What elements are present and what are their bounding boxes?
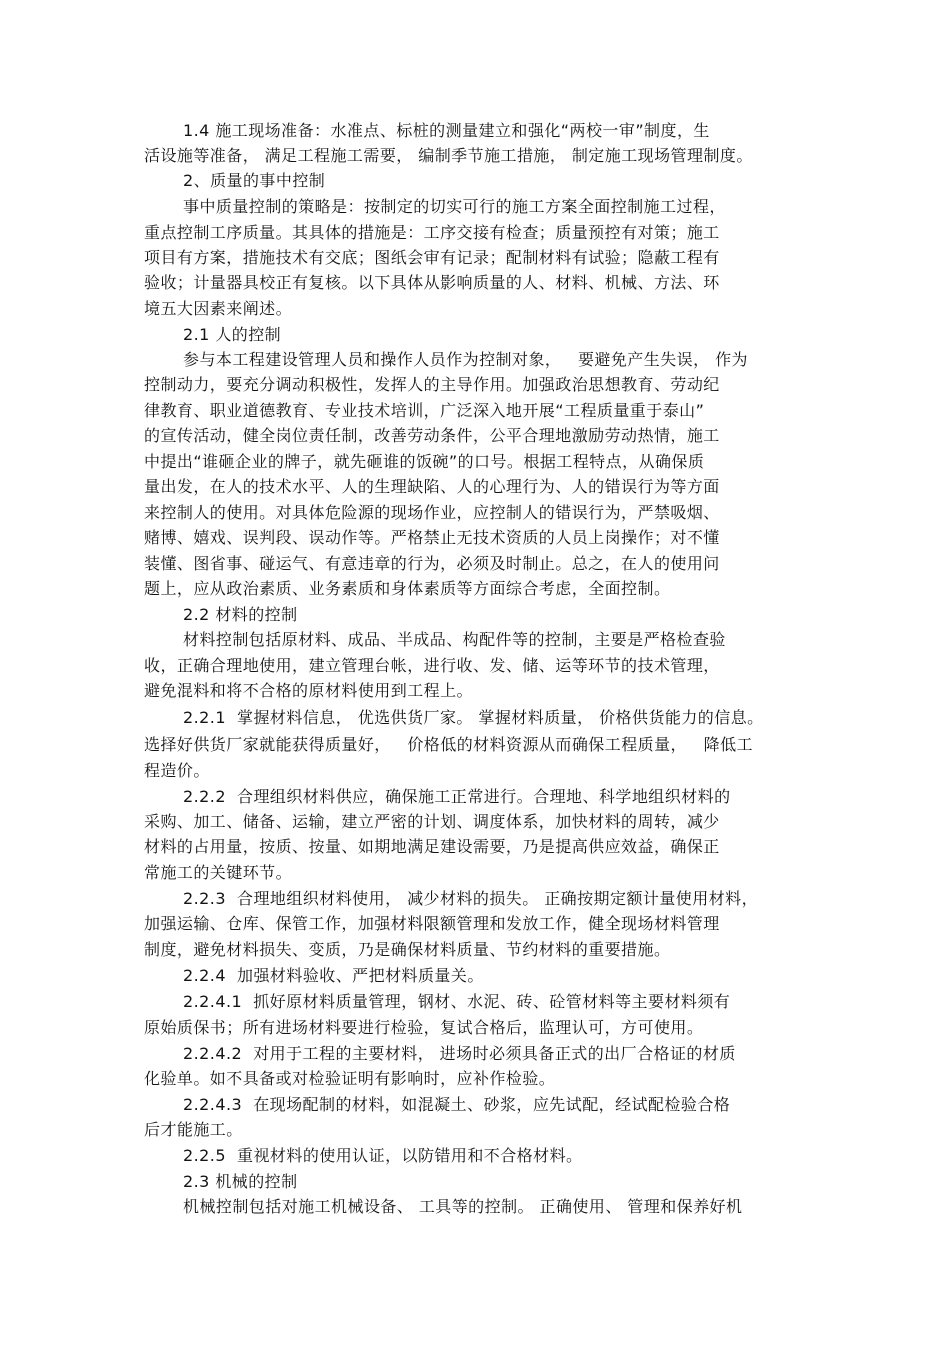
text-line: 2.2.5 重视材料的使用认证，以防错用和不合格材料。 <box>183 1146 583 1165</box>
text-line: 机械控制包括对施工机械设备、 工具等的控制。 正确使用、 管理和保养好机 <box>183 1197 743 1216</box>
text-line: 材料控制包括原材料、成品、半成品、构配件等的控制，主要是严格检查验 <box>183 630 726 649</box>
text-line: 采购、加工、储备、运输，建立严密的计划、调度体系，加快材料的周转，减少 <box>144 812 720 831</box>
text-line: 材料的占用量，按质、按量、如期地满足建设需要，乃是提高供应效益，确保正 <box>144 837 720 856</box>
text-line: 验收；计量器具校正有复核。以下具体从影响质量的人、材料、机械、方法、环 <box>144 273 720 292</box>
text-line: 装懂、图省事、碰运气、有意违章的行为，必须及时制止。总之，在人的使用问 <box>144 554 720 573</box>
text-line: 项目有方案，措施技术有交底；图纸会审有记录；配制材料有试验；隐蔽工程有 <box>144 248 720 267</box>
text-line: 2.2.3 合理地组织材料使用， 减少材料的损失。 正确按期定额计量使用材料， <box>183 889 759 908</box>
text-line: 活设施等准备， 满足工程施工需要， 编制季节施工措施， 制定施工现场管理制度。 <box>144 146 753 165</box>
text-line: 律教育、职业道德教育、专业技术培训，广泛深入地开展“工程质量重于泰山” <box>144 401 705 420</box>
text-line: 中提出“谁砸企业的牌子，就先砸谁的饭碗”的口号。根据工程特点，从确保质 <box>144 452 705 471</box>
text-line: 题上，应从政治素质、业务素质和身体素质等方面综合考虑，全面控制。 <box>144 579 671 598</box>
text-line: 控制动力，要充分调动积极性，发挥人的主导作用。加强政治思想教育、劳动纪 <box>144 375 720 394</box>
text-line: 重点控制工序质量。其具体的措施是：工序交接有检查；质量预控有对策；施工 <box>144 223 720 242</box>
text-line: 1.4 施工现场准备：水准点、标桩的测量建立和强化“两校一审”制度，生 <box>183 121 710 140</box>
text-line: 选择好供货厂家就能获得质量好， 价格低的材料资源从而确保工程质量， 降低工 <box>144 735 753 754</box>
text-line: 2.2.4.2 对用于工程的主要材料， 进场时必须具备正式的出厂合格证的材质 <box>183 1044 736 1063</box>
text-line: 后才能施工。 <box>144 1120 243 1139</box>
text-line: 2.2.1 掌握材料信息， 优选供货厂家。 掌握材料质量， 价格供货能力的信息。 <box>183 708 764 727</box>
text-line: 2.2.2 合理组织材料供应，确保施工正常进行。合理地、科学地组织材料的 <box>183 787 731 806</box>
text-line: 程造价。 <box>144 761 210 780</box>
text-line: 赌博、嬉戏、误判段、误动作等。严格禁止无技术资质的人员上岗操作；对不懂 <box>144 528 720 547</box>
text-line: 2.2.4.3 在现场配制的材料，如混凝土、砂浆，应先试配，经试配检验合格 <box>183 1095 731 1114</box>
text-line: 量出发，在人的技术水平、人的生理缺陷、人的心理行为、人的错误行为等方面 <box>144 477 720 496</box>
section-heading: 2.2 材料的控制 <box>183 605 298 624</box>
text-line: 事中质量控制的策略是：按制定的切实可行的施工方案全面控制施工过程， <box>183 197 726 216</box>
text-line: 原始质保书；所有进场材料要进行检验，复试合格后，监理认可，方可使用。 <box>144 1018 704 1037</box>
text-line: 2.2.4 加强材料验收、严把材料质量关。 <box>183 966 484 985</box>
text-line: 收，正确合理地使用，建立管理台帐，进行收、发、储、运等环节的技术管理， <box>144 656 720 675</box>
text-line: 2.2.4.1 抓好原材料质量管理，钢材、水泥、砖、砼管材料等主要材料须有 <box>183 992 731 1011</box>
text-line: 常施工的关键环节。 <box>144 863 293 882</box>
text-line: 化验单。如不具备或对检验证明有影响时，应补作检验。 <box>144 1069 556 1088</box>
text-line: 的宣传活动，健全岗位责任制，改善劳动条件，公平合理地激励劳动热情，施工 <box>144 426 720 445</box>
text-line: 制度，避免材料损失、变质，乃是确保材料质量、节约材料的重要措施。 <box>144 940 671 959</box>
section-heading: 2.1 人的控制 <box>183 325 282 344</box>
section-heading: 2、质量的事中控制 <box>183 171 326 190</box>
text-line: 参与本工程建设管理人员和操作人员作为控制对象， 要避免产生失误， 作为 <box>183 350 748 369</box>
text-line: 来控制人的使用。对具体危险源的现场作业，应控制人的错误行为，严禁吸烟、 <box>144 503 720 522</box>
text-line: 避免混料和将不合格的原材料使用到工程上。 <box>144 681 474 700</box>
text-line: 加强运输、仓库、保管工作，加强材料限额管理和发放工作，健全现场材料管理 <box>144 914 720 933</box>
section-heading: 2.3 机械的控制 <box>183 1172 298 1191</box>
text-line: 境五大因素来阐述。 <box>144 299 293 318</box>
